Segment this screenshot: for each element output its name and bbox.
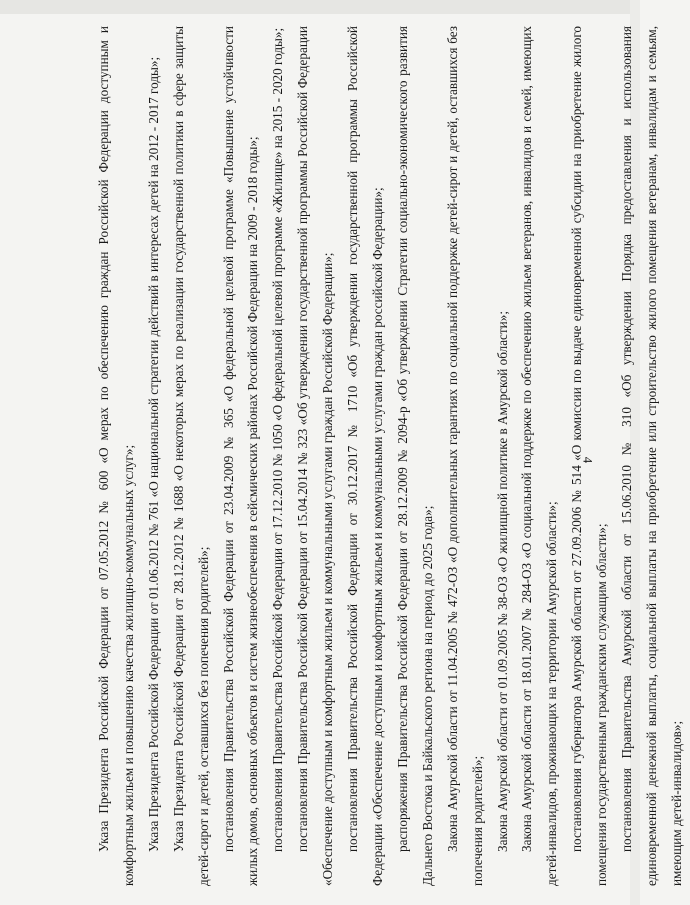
paragraph: Закона Амурской области от 18.01.2007 № 284-ОЗ «О социальной поддержке по обеспечению жильем ветеранов, инвалидов и семей, имеющих детей-инвалидов, проживающих на территории Амурской области»;	[519, 26, 560, 886]
paragraph: постановления Правительства Российской Федерации от 23.04.2009 № 365 «О федеральной целевой программе «Повышение устойчивости жилых домов, основных объектов и систем жизнеобеспечения в сейсмических районах Российской Федерации на 2009 - 2018 годы»;	[220, 26, 261, 886]
paragraph: Закона Амурской области от 01.09.2005 № 38-ОЗ «О жилищной политике в Амурской области»;	[494, 311, 510, 852]
paragraph: Закона Амурской области от 11.04.2005 № 472-ОЗ «О дополнительных гарантиях по социальной поддержке детей-сирот и детей, оставшихся без попечения родителей»;	[444, 26, 485, 886]
paragraph: постановления губернатора Амурской области от 27.09.2006 № 514 «О комиссии по выдаче единовременной субсидии на приобретение жилого помещения государственным гражданским служащим области»;	[569, 26, 610, 886]
paragraph: Указа Президента Российской Федерации от 07.05.2012 № 600 «О мерах по обеспечению граждан Российской Федерации доступным и комфортным жильем и повышению качества жилищно-коммунальных услуг»;	[96, 26, 136, 886]
paragraph: Указа Президента Российской Федерации от 28.12.2012 № 1688 «О некоторых мерах по реализации государственной политики в сфере защиты детей-сирот и детей, оставшихся без попечения родителей»;	[170, 26, 211, 886]
scan-edge	[0, 0, 640, 14]
paragraph: Указа Президента Российской Федерации от 01.06.2012 № 761 «О национальной стратегии действий в интересах детей на 2012 - 2017 годы»;	[145, 56, 161, 852]
paragraph: постановления Правительства Российской Федерации от 17.12.2010 № 1050 «О федеральной целевой программе «Жилище» на 2015 - 2020 годы»;	[270, 27, 286, 852]
paragraph: постановления Правительства Амурской области от 15.06.2010 № 310 «Об утверждении Порядка предоставления и использования единовременной денежной выплаты, социальной выплаты на приобретение или строительство жилого помещения ветеранам, инвалидам и семьям, имеющим детей-инвалидов»;	[619, 26, 684, 886]
paragraph: распоряжения Правительства Российской Федерации от 28.12.2009 № 2094-р «Об утверждении Стратегии социально-экономического развития Дальнего Востока и Байкальского региона на период до 2025 года»;	[394, 26, 435, 886]
page-number: 4	[580, 456, 596, 464]
paragraph: постановления Правительства Российской Федерации от 30.12.2017 № 1710 «Об утверждении государственной программы Российской Федерации «Обеспечение доступным и комфортным жильем и коммунальными услугами граждан российской Федерации»;	[345, 26, 385, 886]
document-body	[92, 26, 690, 886]
paragraph: постановления Правительства Российской Федерации от 15.04.2014 № 323 «Об утверждении государственной программы Российской Федерации «Обеспечение доступным и комфортным жильем и коммунальными услугами граждан Российской Федерации»;	[295, 26, 336, 886]
